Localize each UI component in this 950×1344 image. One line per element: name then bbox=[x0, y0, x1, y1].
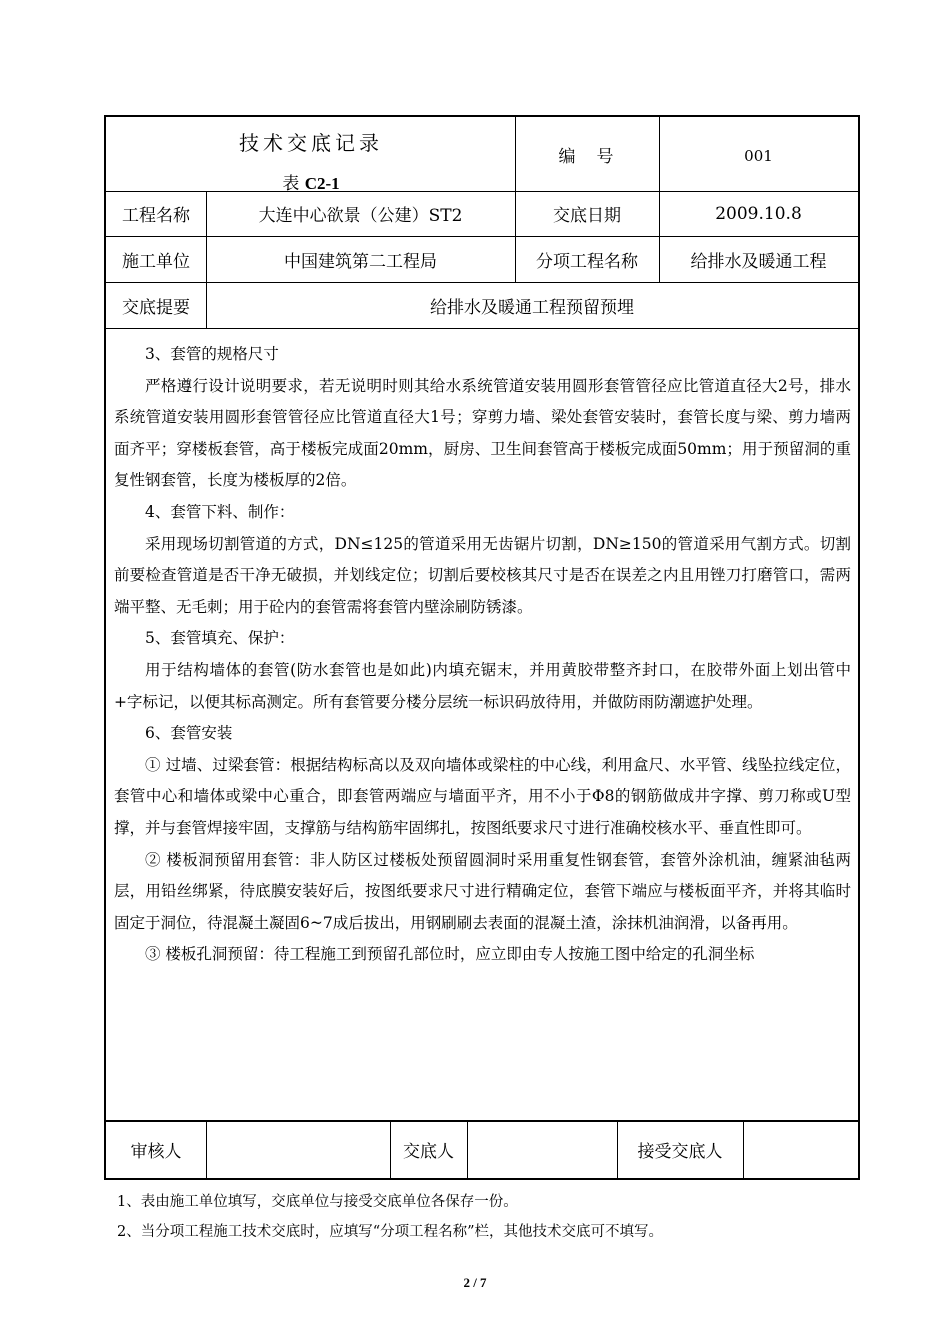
reviewer-label: 审核人 bbox=[130, 1142, 182, 1162]
footnote: 2、当分项工程施工技术交底时，应填写“分项工程名称”栏，其他技术交底可不填写。 bbox=[117, 1224, 664, 1240]
rule-row3-bottom bbox=[106, 328, 858, 329]
content-paragraph: 5、套管填充、保护： bbox=[145, 629, 295, 648]
form-code-prefix: 表 bbox=[282, 174, 300, 194]
number-value: 001 bbox=[744, 147, 773, 165]
project-name-value: 大连中心欲景（公建）ST2 bbox=[258, 206, 463, 226]
discloser-label: 交底人 bbox=[403, 1142, 454, 1162]
sub-project-label: 分项工程名称 bbox=[536, 251, 638, 272]
receiver-value bbox=[743, 1121, 858, 1178]
summary-label: 交底提要 bbox=[122, 297, 190, 318]
disclosure-form bbox=[104, 115, 860, 1180]
content-paragraph: ① 过墙、过梁套管：根据结构标高以及双向墙体或梁柱的中心线，利用盒尺、水平管、线坠拉线定位，套管中心和墙体或梁中心重合，即套管两端应与墙面平齐，用不小于Φ8的钢筋做成井字撑、剪刀称或U型撑，并与套管焊接牢固，支撑筋与结构筋牢固绑扎，按图纸要求尺寸进行准确校核水平、垂直性即可。 bbox=[114, 755, 851, 837]
page-indicator: 2 / 7 bbox=[463, 1275, 487, 1290]
content-paragraph: 3、套管的规格尺寸 bbox=[145, 345, 279, 363]
contractor-value: 中国建筑第二工程局 bbox=[284, 251, 437, 272]
disclosure-content bbox=[114, 339, 851, 971]
content-paragraph: 4、套管下料、制作： bbox=[145, 502, 295, 521]
content-paragraph: 用于结构墙体的套管(防水套管也是如此)内填充锯末，并用黄胶带整齐封口，在胶带外面上划出管中+字标记，以便其标高测定。所有套管要分楼分层统一标识码放待用，并做防雨防潮遮护处理。 bbox=[114, 660, 851, 711]
sub-project-value: 给排水及暖通工程 bbox=[690, 251, 827, 272]
contractor-label: 施工单位 bbox=[122, 251, 190, 272]
form-code-value: C2-1 bbox=[304, 174, 340, 193]
content-paragraph: ② 楼板洞预留用套管：非人防区过楼板处预留圆洞时采用重复性钢套管，套管外涂机油，缠紧油毡两层，用铅丝绑紧，待底膜安装好后，按图纸要求尺寸进行精确定位，套管下端应与楼板面平齐，并将其临时固定于洞位，待混凝土凝固6~7成后拔出，用钢刷刷去表面的混凝土渣，涂抹机油润滑，以备再用。 bbox=[114, 850, 851, 932]
reviewer-value bbox=[206, 1121, 390, 1178]
footnotes bbox=[117, 1187, 663, 1247]
date-value: 2009.10.8 bbox=[715, 203, 802, 224]
content-paragraph: ③ 楼板孔洞预留：待工程施工到预留孔部位时，应立即由专人按施工图中给定的孔洞坐标 bbox=[145, 945, 755, 964]
date-label: 交底日期 bbox=[553, 206, 621, 226]
discloser-value bbox=[467, 1121, 617, 1178]
content-paragraph: 严格遵行设计说明要求，若无说明时则其给水系统管道安装用圆形套管管径应比管道直径大2号，排水系统管道安装用圆形套管管径应比管道直径大1号；穿剪力墙、梁处套管安装时，套管长度与梁、剪力墙两面齐平；穿楼板套管，高于楼板完成面20mm，厨房、卫生间套管高于楼板完成面50mm；用于预留洞的重复性钢套管，长度为楼板厚的2倍。 bbox=[114, 376, 851, 490]
summary-value: 给排水及暖通工程预留预埋 bbox=[430, 297, 634, 318]
content-paragraph: 采用现场切割管道的方式，DN≤125的管道采用无齿锯片切割，DN≥150的管道采用气割方式。切割前要检查管道是否干净无破损，并划线定位；切割后要校核其尺寸是否在误差之内且用锉刀打磨管口，需两端平整、无毛刺；用于砼内的套管需将套管内壁涂刷防锈漆。 bbox=[114, 534, 851, 616]
number-label: 编 号 bbox=[558, 146, 616, 167]
content-paragraph: 6、套管安装 bbox=[145, 724, 233, 743]
receiver-label: 接受交底人 bbox=[637, 1142, 723, 1162]
footnote: 1、表由施工单位填写，交底单位与接受交底单位各保存一份。 bbox=[117, 1194, 518, 1210]
form-title: 技术交底记录 bbox=[239, 131, 383, 155]
project-name-label: 工程名称 bbox=[122, 206, 190, 226]
